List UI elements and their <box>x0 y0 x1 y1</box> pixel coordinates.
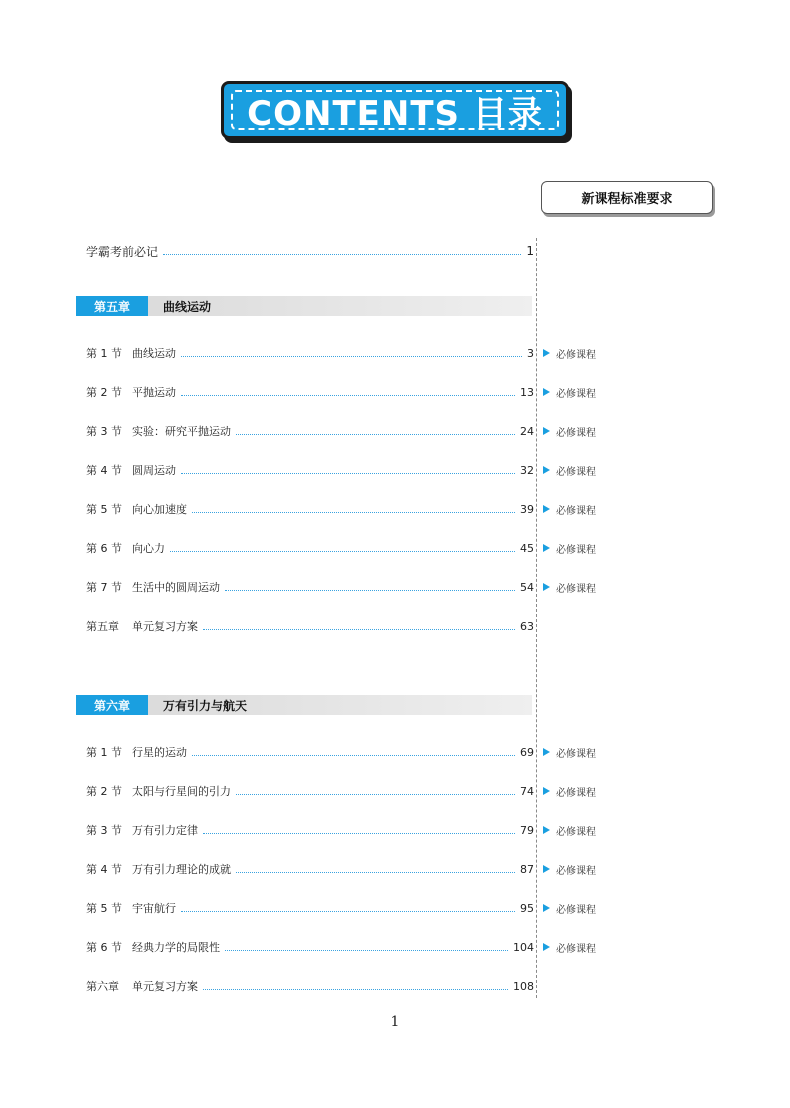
triangle-icon <box>543 787 550 795</box>
toc-section-row[interactable] <box>86 344 534 362</box>
triangle-icon <box>543 748 550 756</box>
section-number: 第 3 节 <box>86 824 122 837</box>
course-tag-label: 必修课程 <box>556 826 596 838</box>
course-tag <box>543 743 596 761</box>
leader-dots <box>203 629 515 630</box>
triangle-icon <box>543 544 550 552</box>
toc-section-row[interactable] <box>86 782 534 800</box>
section-title: 万有引力理论的成就 <box>132 863 231 876</box>
section-title: 曲线运动 <box>132 347 176 360</box>
section-title: 圆周运动 <box>132 464 176 477</box>
chapter-title: 曲线运动 <box>163 299 212 314</box>
triangle-icon <box>543 388 550 396</box>
toc-section-row[interactable] <box>86 899 534 917</box>
toc-section-row[interactable] <box>86 743 534 761</box>
section-page: 39 <box>520 502 534 516</box>
section-page: 45 <box>520 541 534 555</box>
course-tag-label: 必修课程 <box>556 427 596 439</box>
section-title: 平抛运动 <box>132 386 176 399</box>
course-tag-label: 必修课程 <box>556 865 596 877</box>
course-tag-label: 必修课程 <box>556 466 596 478</box>
section-number: 第 6 节 <box>86 941 122 954</box>
section-number: 第 5 节 <box>86 503 122 516</box>
review-title: 单元复习方案 <box>132 980 198 993</box>
course-tag <box>543 860 596 878</box>
section-number: 第 6 节 <box>86 542 122 555</box>
chapter-label: 第六章 <box>76 695 148 715</box>
requirements-header: 新课程标准要求 <box>541 181 713 214</box>
course-tag <box>543 938 596 956</box>
section-number: 第 2 节 <box>86 386 122 399</box>
section-page: 95 <box>520 901 534 915</box>
course-tag <box>543 461 596 479</box>
section-title: 行星的运动 <box>132 746 187 759</box>
chapter-header-6 <box>76 695 532 715</box>
chapter-title: 万有引力与航天 <box>163 698 248 713</box>
section-page: 54 <box>520 580 534 594</box>
section-page: 3 <box>527 346 534 360</box>
section-page: 69 <box>520 745 534 759</box>
toc-section-row[interactable] <box>86 821 534 839</box>
section-title: 万有引力定律 <box>132 824 198 837</box>
review-page: 108 <box>513 979 534 993</box>
review-chapter: 第六章 <box>86 980 119 993</box>
leader-dots <box>181 911 515 912</box>
leader-dots <box>203 989 508 990</box>
triangle-icon <box>543 865 550 873</box>
leader-dots <box>192 755 515 756</box>
toc-section-row[interactable] <box>86 500 534 518</box>
leader-dots <box>181 395 515 396</box>
contents-banner <box>221 81 569 139</box>
leader-dots <box>181 356 522 357</box>
toc-section-row[interactable] <box>86 461 534 479</box>
section-number: 第 1 节 <box>86 746 122 759</box>
leader-dots <box>203 833 515 834</box>
triangle-icon <box>543 583 550 591</box>
page-number: 1 <box>390 1014 400 1030</box>
leader-dots <box>192 512 515 513</box>
triangle-icon <box>543 943 550 951</box>
leader-dots <box>236 872 515 873</box>
triangle-icon <box>543 427 550 435</box>
section-page: 104 <box>513 940 534 954</box>
course-tag <box>543 344 596 362</box>
section-number: 第 4 节 <box>86 464 122 477</box>
review-title: 单元复习方案 <box>132 620 198 633</box>
toc-section-row[interactable] <box>86 422 534 440</box>
course-tag <box>543 899 596 917</box>
triangle-icon <box>543 466 550 474</box>
section-title: 向心力 <box>132 542 165 555</box>
toc-review-row[interactable] <box>86 977 534 995</box>
section-page: 32 <box>520 463 534 477</box>
section-number: 第 1 节 <box>86 347 122 360</box>
toc-section-row[interactable] <box>86 539 534 557</box>
course-tag <box>543 383 596 401</box>
toc-section-row[interactable] <box>86 578 534 596</box>
course-tag-label: 必修课程 <box>556 787 596 799</box>
section-number: 第 7 节 <box>86 581 122 594</box>
course-tag-label: 必修课程 <box>556 748 596 760</box>
course-tag <box>543 422 596 440</box>
leader-dots <box>225 950 508 951</box>
section-page: 79 <box>520 823 534 837</box>
section-title: 宇宙航行 <box>132 902 176 915</box>
course-tag-label: 必修课程 <box>556 349 596 361</box>
leader-dots <box>181 473 515 474</box>
triangle-icon <box>543 904 550 912</box>
leader-dots <box>163 254 521 255</box>
triangle-icon <box>543 505 550 513</box>
section-page: 74 <box>520 784 534 798</box>
course-tag-label: 必修课程 <box>556 544 596 556</box>
course-tag <box>543 782 596 800</box>
toc-entry-page: 1 <box>526 244 534 258</box>
chapter-label: 第五章 <box>76 296 148 316</box>
leader-dots <box>236 434 515 435</box>
course-tag <box>543 500 596 518</box>
course-tag-label: 必修课程 <box>556 943 596 955</box>
leader-dots <box>225 590 515 591</box>
course-tag <box>543 821 596 839</box>
course-tag-label: 必修课程 <box>556 505 596 517</box>
section-page: 87 <box>520 862 534 876</box>
triangle-icon <box>543 826 550 834</box>
course-tag-label: 必修课程 <box>556 388 596 400</box>
section-title: 太阳与行星间的引力 <box>132 785 231 798</box>
course-tag <box>543 578 596 596</box>
section-page: 24 <box>520 424 534 438</box>
toc-entry-first[interactable] <box>86 242 534 260</box>
course-tag-label: 必修课程 <box>556 583 596 595</box>
toc-section-row[interactable] <box>86 383 534 401</box>
section-number: 第 2 节 <box>86 785 122 798</box>
toc-section-row[interactable] <box>86 860 534 878</box>
course-tag-label: 必修课程 <box>556 904 596 916</box>
section-number: 第 5 节 <box>86 902 122 915</box>
toc-section-row[interactable] <box>86 938 534 956</box>
section-page: 13 <box>520 385 534 399</box>
banner-title: CONTENTS 目录 <box>247 93 543 134</box>
review-page: 63 <box>520 619 534 633</box>
section-title: 实验：研究平抛运动 <box>132 425 231 438</box>
triangle-icon <box>543 349 550 357</box>
toc-review-row[interactable] <box>86 617 534 635</box>
section-number: 第 3 节 <box>86 425 122 438</box>
course-tag <box>543 539 596 557</box>
section-number: 第 4 节 <box>86 863 122 876</box>
column-divider <box>536 238 537 998</box>
leader-dots <box>236 794 515 795</box>
section-title: 经典力学的局限性 <box>132 941 220 954</box>
chapter-header-5 <box>76 296 532 316</box>
section-title: 向心加速度 <box>132 503 187 516</box>
section-title: 生活中的圆周运动 <box>132 581 220 594</box>
review-chapter: 第五章 <box>86 620 119 633</box>
toc-entry-title: 学霸考前必记 <box>86 244 159 259</box>
leader-dots <box>170 551 515 552</box>
banner-dashed-frame <box>231 90 559 134</box>
